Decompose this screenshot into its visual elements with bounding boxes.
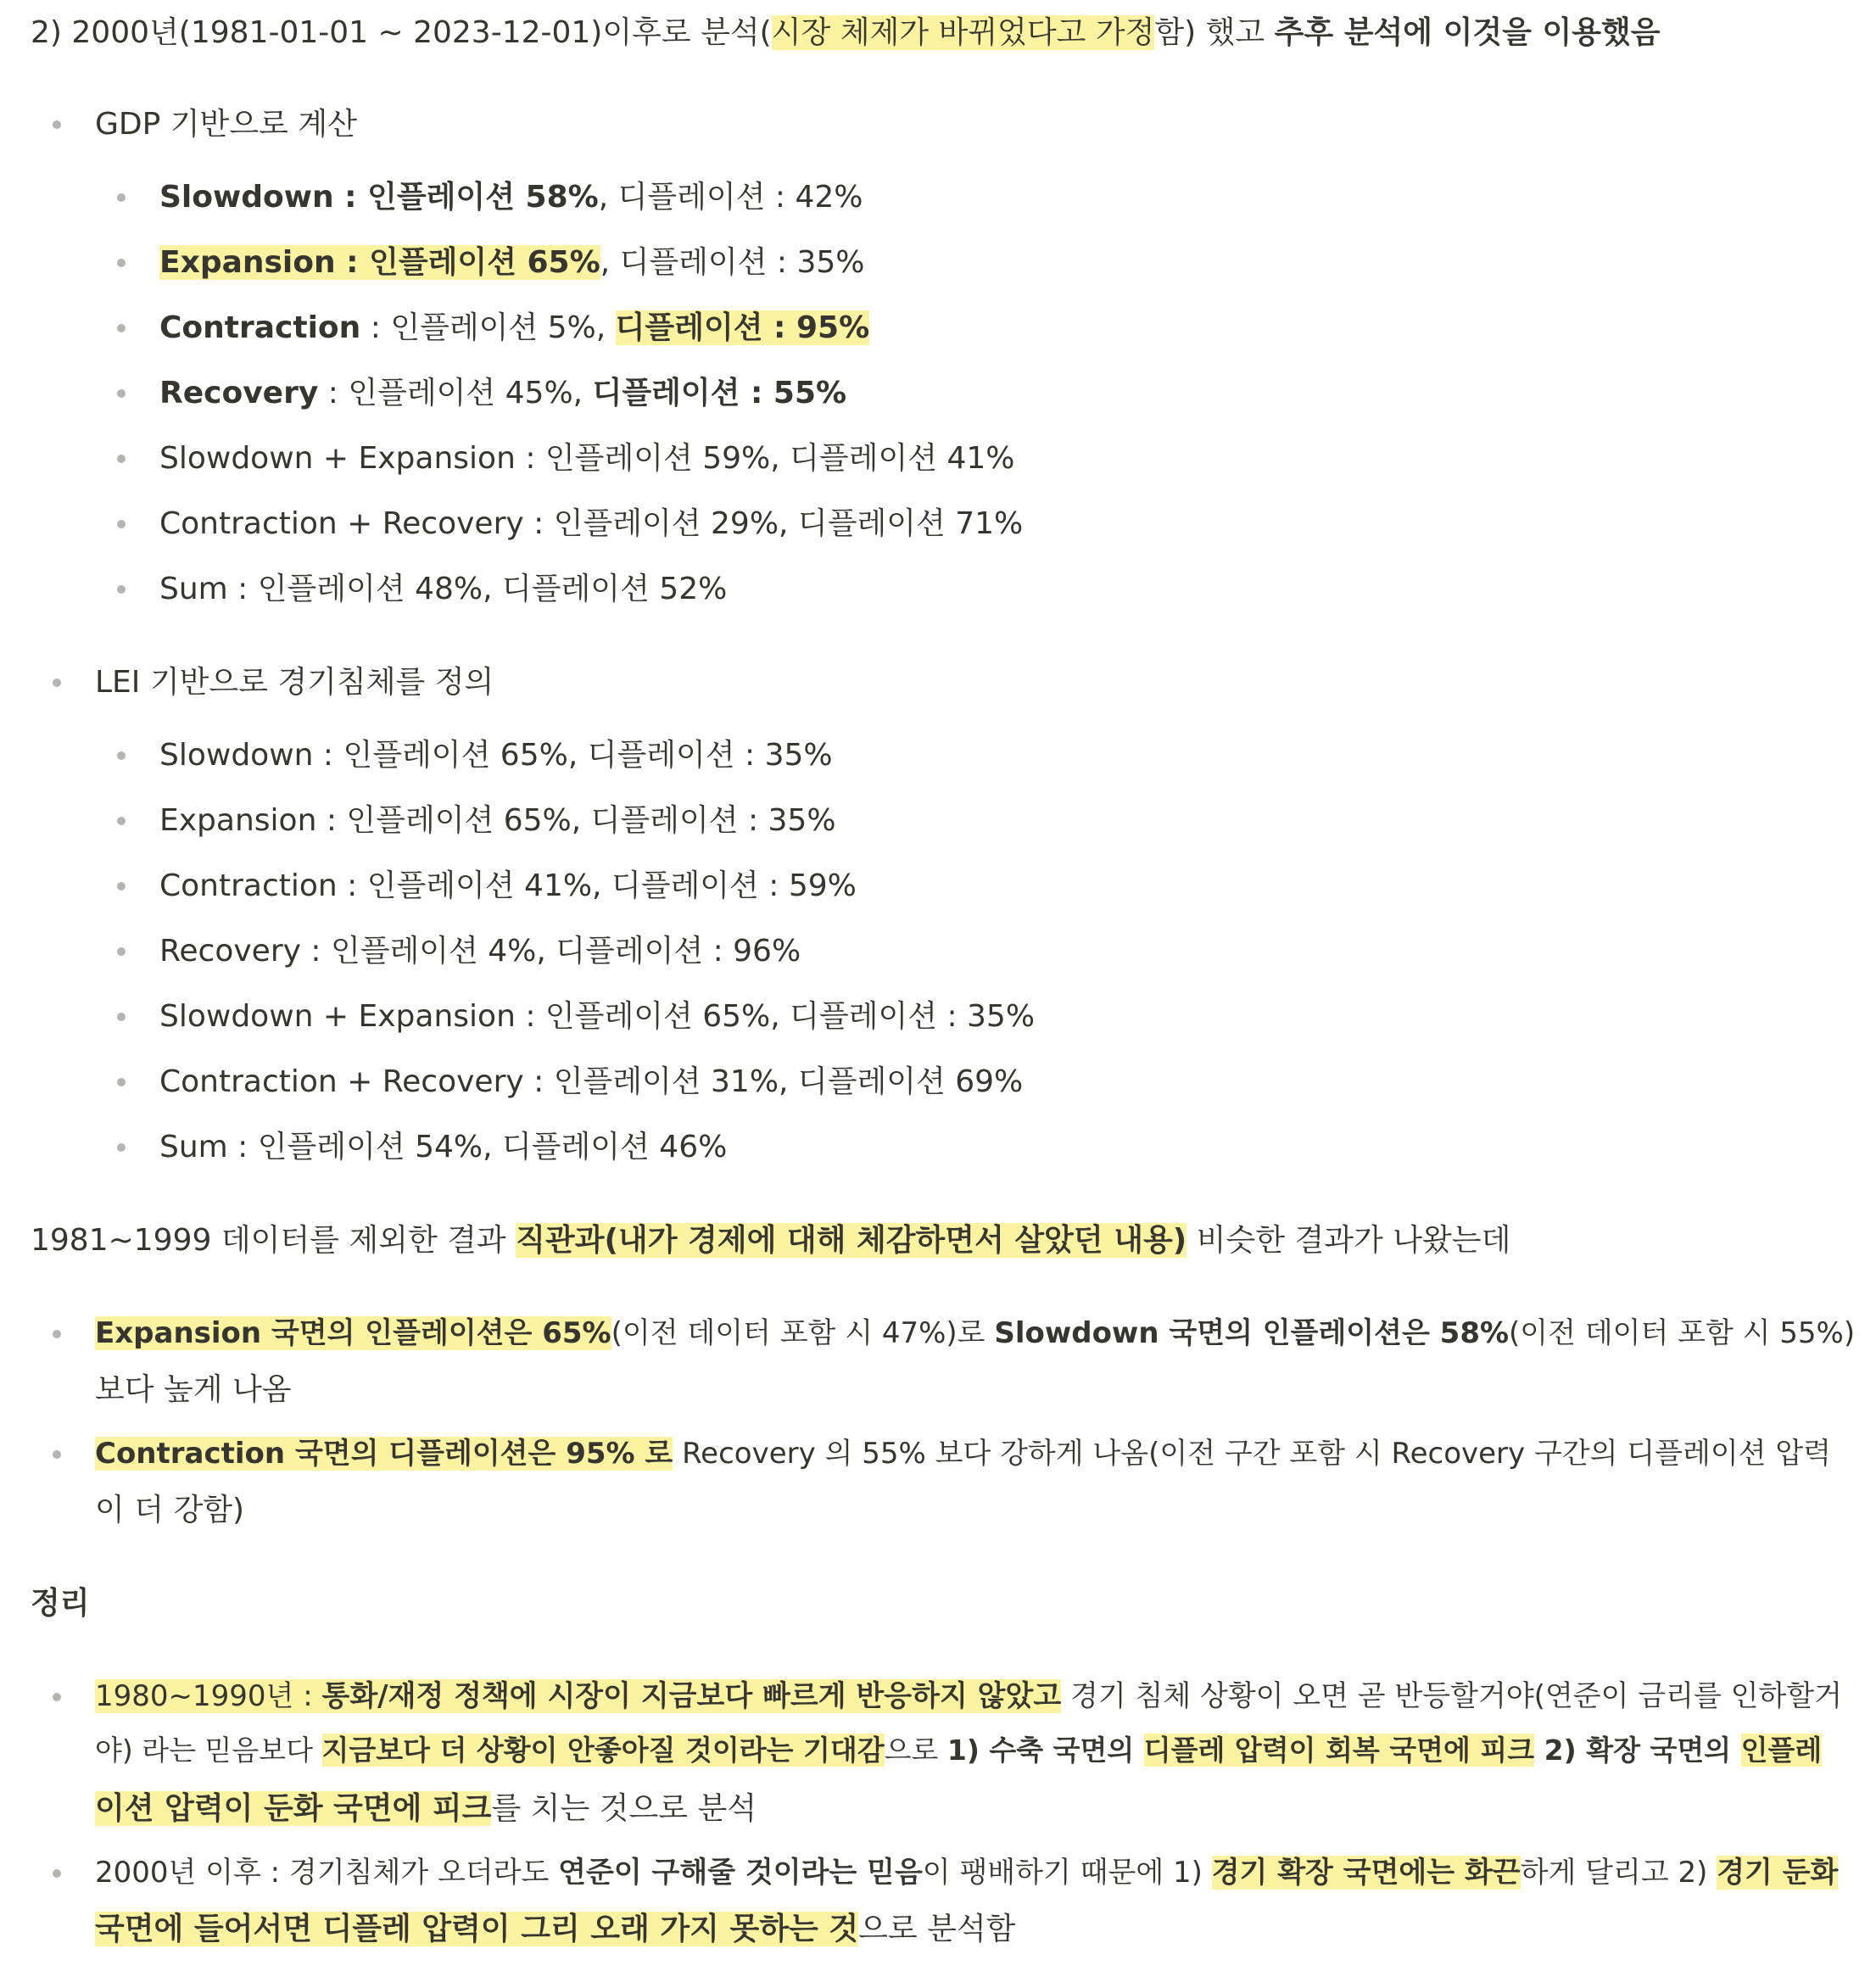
highlight-text: 1980~1990년 : [95, 1679, 322, 1713]
item-text: 2000년 이후 : 경기침체가 오더라도 [95, 1856, 559, 1890]
bullet-icon [53, 1693, 61, 1701]
item-text: , 디플레이션 : 42% [598, 180, 863, 215]
bold-text: Slowdown 국면의 인플레이션은 58% [994, 1316, 1510, 1350]
bullet-icon [53, 1869, 61, 1878]
summary-item-continued [95, 1784, 757, 1828]
bold-text: Slowdown : 인플레이션 58% [159, 180, 599, 215]
lei-heading: LEI 기반으로 경기침체를 정의 [95, 665, 494, 700]
bullet-icon [117, 455, 126, 463]
bullet-icon [117, 389, 126, 398]
finding-item-continued: 보다 높게 나옴 [95, 1372, 292, 1407]
bullet-icon [117, 520, 126, 528]
bullet-icon [117, 1078, 126, 1086]
intro-text: 함) 했고 [1154, 15, 1275, 50]
highlight-bold-text: Expansion : 인플레이션 65% [159, 245, 600, 280]
highlight-bold-text: 경기 둔화 [1717, 1856, 1839, 1890]
bullet-icon [117, 324, 126, 332]
list-item [159, 369, 846, 412]
list-item: Recovery : 인플레이션 4%, 디플레이션 : 96% [159, 934, 801, 969]
list-item: Slowdown : 인플레이션 65%, 디플레이션 : 35% [159, 738, 833, 773]
item-text: 이 팽배하기 때문에 1) [922, 1856, 1212, 1890]
item-text: 를 치는 것으로 분석 [491, 1791, 757, 1826]
highlight-bold-text: 인플레 [1740, 1734, 1823, 1767]
item-text: 하게 달리고 2) [1520, 1856, 1717, 1890]
highlight-bold-text: 디플레이션 : 95% [615, 310, 870, 345]
summary-item-continued [95, 1905, 1015, 1948]
highlight-bold-text: 이션 압력이 둔화 국면에 피크 [95, 1791, 492, 1826]
finding-item-continued: 이 더 강함) [95, 1493, 245, 1527]
highlight-bold-text: 국면에 들어서면 디플레 압력이 그리 오래 가지 못하는 것 [95, 1912, 859, 1946]
bold-text: 추후 분석에 이것을 이용했음 [1274, 15, 1661, 50]
intro-text: 2) 2000년(1981-01-01 ~ 2023-12-01)이후로 분석( [31, 15, 772, 50]
item-text: 야) 라는 믿음보다 [95, 1734, 322, 1767]
bullet-icon [117, 259, 126, 267]
highlight-bold-text: 통화/재정 정책에 시장이 지금보다 빠르게 반응하지 않았고 [321, 1679, 1062, 1713]
item-text: : 인플레이션 5%, [360, 310, 616, 345]
item-text: (이전 데이터 포함 시 55%) [1509, 1316, 1856, 1350]
bullet-icon [117, 585, 126, 594]
bullet-icon [117, 1013, 126, 1021]
bold-text: 2) 확장 국면의 [1534, 1734, 1741, 1767]
list-item: Sum : 인플레이션 48%, 디플레이션 52% [159, 572, 728, 606]
list-item [159, 173, 863, 216]
highlight-bold-text: 디플레 압력이 회복 국면에 피크 [1143, 1734, 1535, 1767]
item-text: 으로 분석함 [858, 1912, 1016, 1946]
bullet-icon [117, 193, 126, 202]
item-text: : 인플레이션 45%, [318, 376, 593, 410]
paragraph-text: 1981~1999 데이터를 제외한 결과 [31, 1223, 516, 1258]
bold-text: 연준이 구해줄 것이라는 믿음 [558, 1856, 923, 1890]
bold-text: 1) 수축 국면의 [946, 1734, 1144, 1767]
bullet-icon [53, 1330, 61, 1338]
highlight-bold-text: Contraction 국면의 디플레이션은 95% 로 [95, 1437, 673, 1471]
item-text: 경기 침체 상황이 오면 곧 반등할거야(연준이 금리를 인하할거 [1061, 1679, 1842, 1713]
finding-item [95, 1309, 1855, 1351]
list-item [159, 304, 869, 347]
list-item [159, 238, 865, 282]
highlight-text: 시장 체제가 바뀌었다고 가정 [771, 15, 1155, 50]
bullet-icon [117, 817, 126, 825]
bullet-icon [117, 882, 126, 891]
bold-text: Recovery [159, 376, 319, 410]
gdp-heading: GDP 기반으로 계산 [95, 107, 357, 142]
list-item: Contraction + Recovery : 인플레이션 31%, 디플레이션 69% [159, 1064, 1024, 1099]
bullet-icon [53, 1450, 61, 1459]
bullet-icon [117, 1143, 126, 1152]
highlight-bold-text: 지금보다 더 상황이 안좋아질 것이라는 기대감 [321, 1734, 885, 1767]
result-paragraph [31, 1216, 1510, 1259]
finding-item [95, 1430, 1831, 1471]
bold-text: Contraction [159, 310, 361, 345]
list-item: Contraction : 인플레이션 41%, 디플레이션 : 59% [159, 868, 857, 903]
item-text: , 디플레이션 : 35% [600, 245, 865, 280]
list-item: Contraction + Recovery : 인플레이션 29%, 디플레이션 71% [159, 506, 1024, 541]
bullet-icon [117, 751, 126, 760]
item-text: 으로 [884, 1734, 947, 1767]
intro-line [31, 8, 1661, 52]
bullet-icon [53, 678, 61, 687]
list-item: Slowdown + Expansion : 인플레이션 59%, 디플레이션 41% [159, 441, 1015, 476]
list-item: Expansion : 인플레이션 65%, 디플레이션 : 35% [159, 803, 836, 838]
highlight-bold-text: 직관과(내가 경제에 대해 체감하면서 살았던 내용) [516, 1223, 1187, 1258]
bullet-icon [53, 120, 61, 129]
list-item: Slowdown + Expansion : 인플레이션 65%, 디플레이션 : 35% [159, 999, 1036, 1034]
heading-text: 정리 [31, 1586, 90, 1621]
summary-item-continued [95, 1728, 1822, 1768]
item-text: Recovery 의 55% 보다 강하게 나옴(이전 구간 포함 시 Recovery 구간의 디플레이션 압력 [673, 1437, 1832, 1471]
bold-text: 디플레이션 : 55% [592, 376, 847, 410]
paragraph-text: 비슷한 결과가 나왔는데 [1186, 1223, 1511, 1258]
highlight-bold-text: 경기 확장 국면에는 화끈 [1211, 1856, 1521, 1890]
item-text: (이전 데이터 포함 시 47%)로 [611, 1316, 995, 1350]
summary-heading [31, 1579, 90, 1622]
bullet-icon [117, 947, 126, 956]
summary-item [95, 1672, 1842, 1714]
list-item: Sum : 인플레이션 54%, 디플레이션 46% [159, 1130, 728, 1164]
highlight-bold-text: Expansion 국면의 인플레이션은 65% [95, 1316, 611, 1350]
summary-item [95, 1849, 1838, 1890]
